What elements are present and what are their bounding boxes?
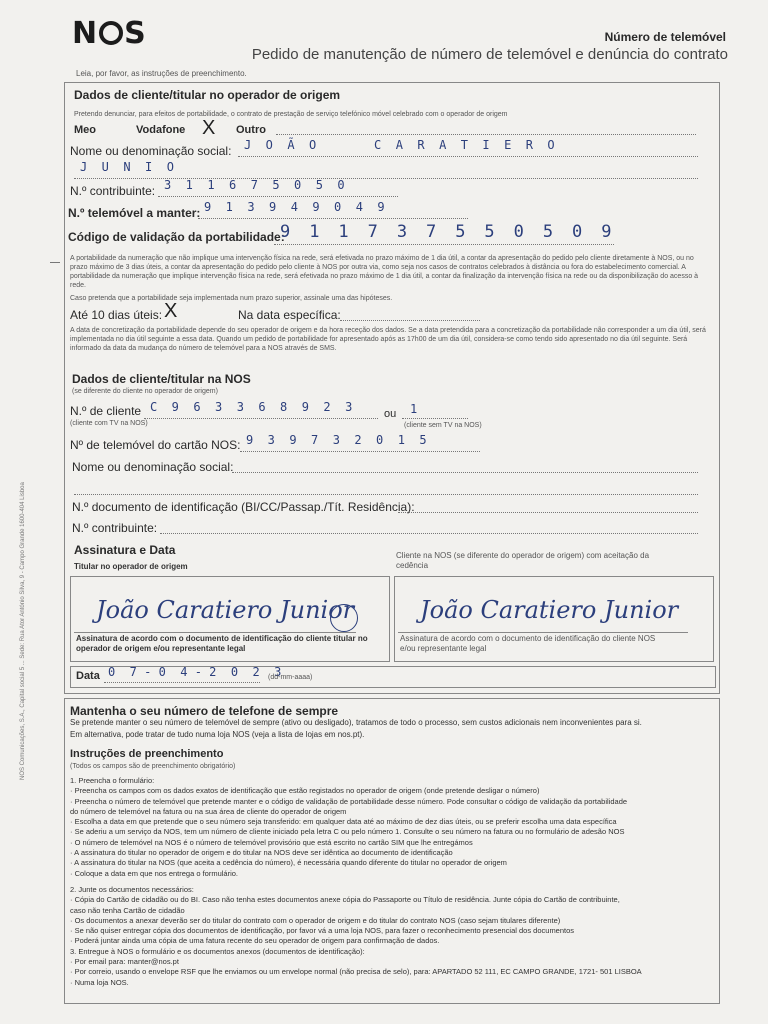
origin-name-value-2: J U N I O <box>80 160 174 174</box>
instruction-line: · Os documentos a anexar deverão ser do titular do contrato com o operador de origem e do titular do contrato NOS (caso sejam titulares diferente) <box>70 915 561 925</box>
nos-card-label: Nº de telemóvel do cartão NOS: <box>70 438 241 452</box>
nos-client-note-2: (cliente sem TV na NOS) <box>404 422 482 429</box>
instruction-line: · Escolha a data em que pretende que o seu número seja transferido: em qualquer data até ao máximo de dez dias úteis, ou se preferir escolha uma data específica <box>70 817 617 827</box>
nos-client-label: N.º de cliente <box>70 404 142 418</box>
instruction-line: · Numa loja NOS. <box>70 977 129 987</box>
instruction-line: · Cópia do Cartão de cidadão ou do BI. Caso não tenha estes documentos anexe cópia do Passaporte ou Título de residência. Junte cópia do Cartão de contribuinte, <box>70 895 620 905</box>
right-signature-caption: Assinatura de acordo com o documento de identificação do cliente NOS e/ou representante legal <box>400 634 656 653</box>
portability-code-value: 9 1 1 7 3 7 5 5 0 5 0 9 <box>280 222 611 242</box>
nos-id-field[interactable] <box>398 502 698 513</box>
nos-name-field-2[interactable] <box>74 484 698 495</box>
origin-mobile-value: 9 1 3 9 4 9 0 4 9 <box>204 200 385 214</box>
instruction-line: · Coloque a data em que nos entrega o formulário. <box>70 868 239 878</box>
instructions-subtitle: (Todos os campos são de preenchimento obrigatório) <box>70 763 236 770</box>
option-date-field[interactable] <box>340 310 480 321</box>
operator-vodafone[interactable]: Vodafone <box>136 124 186 136</box>
left-signature: João Caratiero Junior <box>96 596 355 624</box>
form-title: Número de telemóvel <box>604 30 726 44</box>
date-label: Data <box>76 670 100 682</box>
operator-meo[interactable]: Meo <box>74 124 96 136</box>
instruction-line: · Preencha os campos com os dados exatos de identificação que estão registados no operador de origem (onde pretende desligar o número) <box>70 786 540 796</box>
nos-section-title: Dados de cliente/titular na NOS <box>72 372 251 386</box>
margin-mark <box>50 262 60 263</box>
vodafone-check-mark: X <box>202 117 216 139</box>
nos-name-field[interactable] <box>232 462 698 473</box>
date-value: 0 7 - 0 4 - 2 0 2 3 <box>108 665 282 679</box>
instruction-line: do número de telemóvel na fatura ou na sua área de cliente do operador de origem <box>70 806 347 816</box>
logo-circle-icon <box>99 21 123 45</box>
origin-name-value: J O Ã O C A R A T I E R O <box>244 138 555 152</box>
origin-name-label: Nome ou denominação social: <box>70 144 232 158</box>
instruction-line: · Por email para: manter@nos.pt <box>70 957 179 967</box>
date-format: (dd-mm-aaaa) <box>268 674 313 681</box>
instruction-line: · Poderá juntar ainda uma cópia de uma fatura recente do seu operador de origem para confirmação de dados. <box>70 936 440 946</box>
ou-label: ou <box>384 408 397 420</box>
option-date-label: Na data específica: <box>238 308 341 322</box>
nos-card-value: 9 3 9 7 3 2 0 1 5 <box>246 433 427 447</box>
instruction-line: · Se aderiu a um serviço da NOS, tem um número de cliente iniciado pela letra C ou pelo número 1. Consulte o seu número na fatura ou no formulário de adesão NOS <box>70 827 625 837</box>
instruction-line: 2. Junte os documentos necessários: <box>70 884 194 894</box>
nos-client-value-2: 1 <box>410 402 418 416</box>
origin-intro: Pretendo denunciar, para efeitos de portabilidade, o contrato de prestação de serviço telefónico móvel celebrado com o operador de origem <box>74 111 508 118</box>
left-signature-line <box>74 632 356 633</box>
instruction-line: · O número de telemóvel na NOS é o número de telemóvel provisório que está escrito no cartão SIM que lhe entregámos <box>70 837 473 847</box>
instruction-line: · Por correio, usando o envelope RSF que lhe enviamos ou um envelope normal (não precisa de selo), para: APARTADO 52 111, EC CAMPO GRANDE, 1721- 501 LISBOA <box>70 967 642 977</box>
instructions-list <box>70 776 718 988</box>
instruction-line: 3. Entregue à NOS o formulário e os documentos anexos (documentos de identificação): <box>70 946 365 956</box>
read-instructions: Leia, por favor, as instruções de preenchimento. <box>76 69 247 78</box>
keep-text-2: Em alternativa, pode tratar de tudo numa loja NOS (veja a lista de lojas em nos.pt). <box>70 730 365 739</box>
instruction-line: caso não tenha Cartão de cidadão <box>70 905 185 915</box>
left-signature-caption: Assinatura de acordo com o documento de identificação do cliente titular no operador de origem e/ou representante legal <box>76 634 368 653</box>
nos-client-value: C 9 6 3 3 6 8 9 2 3 <box>150 400 353 414</box>
keep-section-title: Mantenha o seu número de telefone de sempre <box>70 704 339 718</box>
portability-note: A portabilidade da numeração que não implique uma intervenção física na rede, será efetivada no prazo máximo de 1 dia útil, a contar da apresentação do pedido pelo cliente diretamente à NOS, ou no prazo máximo de 3 dias úteis, a contar da apresentação do pedido pelo cliente à NOS por outra via, como seja nos casos de contratos celebrados à distância ou fora do estabelecimento comercial. A portabilidade da numeração que implique intervenção física na rede, será efetivada no prazo máximo de 1 dia útil, a contar da finalização da intervenção física na rede ou da disponibilização do acesso à rede. <box>70 255 699 289</box>
instruction-line: · A assinatura do titular no operador de origem e do titular na NOS deve ser idêntica ao documento de identificação <box>70 848 453 858</box>
right-signature: João Caratiero Junior <box>420 596 679 624</box>
instructions-title: Instruções de preenchimento <box>70 748 224 760</box>
signature-section-title: Assinatura e Data <box>74 543 176 557</box>
nos-section-subtitle: (se diferente do cliente no operador de origem) <box>72 388 218 395</box>
date-note: A data de concretização da portabilidade depende do seu operador de origem e da hora receção dos dados. Se a data pretendida para a concretização da portabilidade não corresponder a um dia útil, será implementada no dia útil seguinte a essa data. Quando um pedido de portabilidade for apresentado após as 17h00 de um dia útil, considera-se como tendo sido apresentado no dia útil seguinte. Será informado da data da mudança do número de telemóvel para a NOS através de SMS. <box>70 327 706 352</box>
initials-scribble-icon <box>330 604 358 632</box>
keep-text-1: Se pretende manter o seu número de telemóvel de sempre (ativo ou desligado), tratamos de todo o processo, sem custos adicionais nem inconvenientes para si. <box>70 718 642 727</box>
origin-nif-label: N.º contribuinte: <box>70 184 156 198</box>
origin-section-title: Dados de cliente/titular no operador de origem <box>74 88 341 102</box>
right-signature-line <box>398 632 688 633</box>
instruction-line: · Preencha o número de telemóvel que pretende manter e o código de validação de portabilidade desse número. Pode consultar o código de validação da portabilidade <box>70 796 628 806</box>
form-subtitle: Pedido de manutenção de número de telemóvel e denúncia do contrato <box>251 46 728 63</box>
portability-code-label: Código de validação da portabilidade: <box>68 230 285 244</box>
nos-id-label: N.º documento de identificação (BI/CC/Passap./Tít. Residência): <box>72 500 415 514</box>
instruction-line: · A assinatura do titular na NOS (que aceita a cedência do número), é necessária quando diferente do titular no operador de origem <box>70 858 507 868</box>
nos-logo: N S <box>72 16 147 51</box>
outro-field[interactable] <box>276 124 696 135</box>
nos-name-label: Nome ou denominação social: <box>72 460 234 474</box>
origin-nif-value: 3 1 1 6 7 5 0 5 0 <box>164 178 345 192</box>
option-10-days-label: Até 10 dias úteis: <box>70 308 163 322</box>
nos-client-note: (cliente com TV na NOS) <box>70 420 148 427</box>
side-legal-text: NOS Comunicações, S.A., Capital social 5 ... Sede: Rua Ator António Silva, 9 - Campo Grande 1600-404 Lisboa <box>20 482 26 780</box>
instruction-line: · Se não quiser entregar cópia dos documentos de identificação, por favor vá a uma loja NOS, para fazer o reconhecimento presencial dos documentos <box>70 926 575 936</box>
instruction-line: 1. Preencha o formulário: <box>70 776 155 785</box>
nos-nif-label: N.º contribuinte: <box>72 521 158 535</box>
left-signature-title: Titular no operador de origem <box>74 562 188 571</box>
nos-nif-field[interactable] <box>160 523 698 534</box>
later-date-note: Caso pretenda que a portabilidade seja implementada num prazo superior, assinale uma das hipóteses. <box>70 295 393 302</box>
right-signature-title: Cliente na NOS (se diferente do operador de origem) com aceitação da cedência <box>396 551 650 570</box>
origin-mobile-label: N.º telemóvel a manter: <box>68 206 201 220</box>
operator-outro[interactable]: Outro <box>236 124 266 136</box>
option-10-days-mark[interactable]: X <box>164 300 178 322</box>
